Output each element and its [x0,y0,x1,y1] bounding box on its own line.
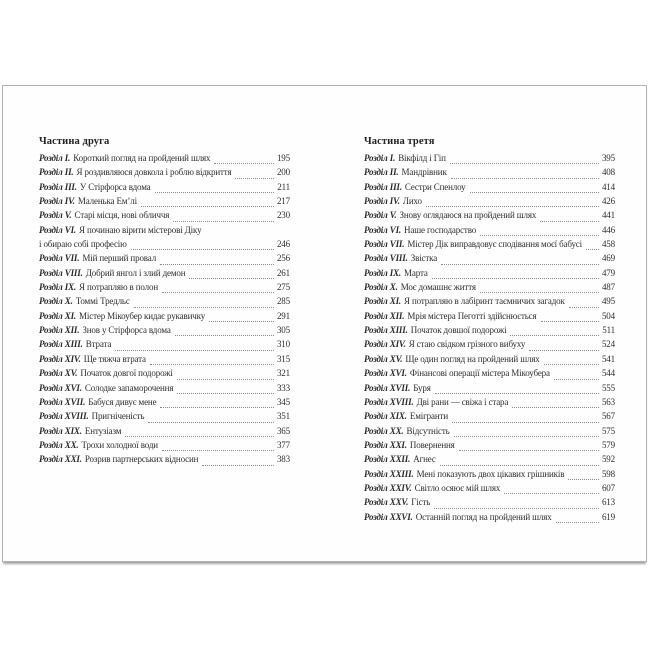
dot-leader [459,450,599,451]
page-number: 524 [601,339,615,350]
chapter-title: Світло осяює мій шлях [414,482,501,493]
toc-entry [364,325,615,339]
toc-entry [364,483,615,497]
chapter-number-label: Розділ VIII. [39,267,83,278]
dot-leader [202,465,274,466]
toc-entry [364,196,615,210]
page-number: 310 [276,339,290,350]
page-number: 321 [276,368,290,379]
toc-entry [364,397,615,411]
page-number: 345 [276,396,290,407]
chapter-title: Я починаю вірити містерові Діку [79,224,202,235]
dot-leader [541,321,599,322]
dot-leader [148,422,274,423]
dot-leader [480,235,599,236]
dot-leader [441,264,599,265]
chapter-number-label: Розділ XXIV. [364,482,412,493]
chapter-number-label: Розділ III. [39,181,77,192]
toc-entry [39,454,290,468]
page-number: 458 [601,239,615,250]
page-number: 305 [276,325,290,336]
toc-entry [39,239,290,253]
chapter-title: Маленька Ем’лі [77,196,137,207]
dot-leader [155,192,275,193]
page-number: 567 [601,411,615,422]
chapter-title: Ще тяжча втрата [83,353,146,364]
toc-entry [364,411,615,425]
chapter-number-label: Розділ XVIII. [364,396,414,407]
toc-entry [364,469,615,483]
page-number: 592 [601,454,615,465]
toc-entry [364,239,615,253]
page-number: 291 [276,310,290,321]
toc-entry [39,440,290,454]
dot-leader [160,264,274,265]
chapter-number-label: Розділ XVI. [39,382,82,393]
chapter-title: Я потрапляю в полон [79,282,158,293]
chapter-title: Ентузіазм [84,425,122,436]
chapter-title: Агнес [413,454,436,465]
chapter-title: Короткий погляд на пройдений шлях [73,153,211,163]
chapter-number-label: Розділ XVII. [39,396,86,407]
chapter-number-label: Розділ IV. [39,196,75,207]
toc-entry [39,296,290,310]
chapter-title: Початок довгої подорожі [80,368,173,379]
toc-entry [364,153,615,167]
dot-leader [131,249,274,250]
page-number: 365 [276,425,290,436]
toc-entry [364,311,615,325]
chapter-number-label: Розділ X. [39,296,73,307]
chapter-title: Гість [411,497,431,508]
dot-leader [452,422,599,423]
dot-leader [150,364,274,365]
chapter-title: Містер Дік виправдовує сподівання моєї бабусі [407,239,583,250]
toc-entry [39,383,290,397]
chapter-title: Мрія містера Пеготті здійснюється [407,310,537,321]
toc-entry [39,339,290,353]
toc-entry [364,296,615,310]
toc-entry [39,253,290,267]
dot-leader [568,479,599,480]
chapter-title: Вікфілд і Гіп [398,153,446,163]
toc-entry [364,440,615,454]
chapter-title: Солодке запаморочення [84,382,174,393]
page-number: 383 [276,454,290,465]
dot-leader [175,335,274,336]
chapter-number-label: Розділ XII. [39,325,80,336]
chapter-number-label: Розділ XIII. [39,339,83,350]
page-number: 487 [601,282,615,293]
chapter-number-label: Розділ XV. [39,368,78,379]
chapter-number-label: Розділ VI. [364,224,402,235]
page-number: 275 [276,282,290,293]
chapter-title: У Стірфорса вдома [79,181,151,192]
toc-entry [39,354,290,368]
toc-entry [39,282,290,296]
dot-leader [504,493,599,494]
toc-entry [364,210,615,224]
part-three-heading: Частина третя [364,136,435,147]
chapter-title: Бабуся дивує мене [88,396,157,407]
page-number: 504 [601,310,615,321]
toc-entry [39,268,290,282]
toc-entry [39,397,290,411]
chapter-number-label: Розділ XIV. [39,353,81,364]
dot-leader [177,379,274,380]
dot-leader [189,278,274,279]
chapter-number-label: Розділ II. [39,167,74,178]
chapter-title: Наше господарство [404,224,477,235]
chapter-number-label: Розділ XVII. [364,382,411,393]
chapter-title: Я стаю свідком грізного вибуху [408,339,526,350]
chapter-number-label: Розділ I. [39,153,71,163]
toc-entry [39,210,290,224]
page-number: 377 [276,439,290,450]
page-number: 479 [601,267,615,278]
chapter-number-label: Розділ XVI. [364,368,407,379]
dot-leader [544,364,599,365]
chapter-title: Буря [413,382,431,393]
chapter-number-label: Розділ XI. [39,310,77,321]
page-number: 246 [276,239,290,250]
page-number: 613 [601,497,615,508]
toc-entry [364,454,615,468]
chapter-number-label: Розділ IV. [364,196,400,207]
chapter-number-label: Розділ VII. [364,239,405,250]
page-number: 446 [601,224,615,235]
chapter-title: Знову оглядаюся на пройдений шлях [399,210,537,221]
chapter-title: Мій перший провал [82,253,157,264]
chapter-title: Знов у Стірфорса вдома [82,325,171,336]
toc-entry [364,512,615,526]
dot-leader [134,307,274,308]
chapter-title: Емігранти [409,411,448,422]
page-number: 414 [601,181,615,192]
chapter-number-label: Розділ XXVI. [364,511,413,522]
page-number: 575 [601,425,615,436]
page-number: 211 [277,181,290,192]
part-two-heading: Частина друга [39,136,110,147]
chapter-number-label: Розділ IX. [364,267,402,278]
chapter-title: Розрив партнерських відносин [84,454,199,465]
chapter-number-label: Розділ VII. [39,253,80,264]
dot-leader [554,379,599,380]
page-number: 607 [601,482,615,493]
chapter-title: Мандрівник [401,167,447,178]
chapter-title: Фінансові операції містера Мікоубера [409,368,550,379]
chapter-number-label: Розділ X. [364,282,398,293]
chapter-title: Мені показують двох цікавих грішників [416,468,565,479]
chapter-title: Пригніченість [91,411,145,422]
toc-entry [364,167,615,181]
toc-entry [364,268,615,282]
dot-leader [480,292,599,293]
chapter-number-label: Розділ VI. [39,224,77,235]
chapter-title: Початок довшої подорожі [410,325,507,336]
dot-leader [173,221,274,222]
page-number: 579 [601,439,615,450]
chapter-number-label: Розділ VIII. [364,253,408,264]
dot-leader [432,278,599,279]
chapter-title: Повернення [409,439,455,450]
dot-leader [556,522,599,523]
dot-leader [454,436,599,437]
toc-entry [364,182,615,196]
toc-entry [364,497,615,511]
page-number: 230 [276,210,290,221]
chapter-number-label: Розділ XIX. [364,411,407,422]
chapter-title: Дві рани — свіжа і стара [416,396,509,407]
toc-entry [364,368,615,382]
page-number: 563 [601,396,615,407]
dot-leader [440,465,599,466]
page-number: 619 [601,511,615,522]
toc-entry [364,253,615,267]
chapter-number-label: Розділ XI. [364,296,402,307]
chapter-title: Ще один погляд на пройдений шлях [405,353,540,364]
dot-leader [160,407,274,408]
toc-entry [364,354,615,368]
chapter-number-label: Розділ I. [364,153,396,163]
page-number: 217 [276,196,290,207]
chapter-number-label: Розділ V. [39,210,72,221]
dot-leader [209,321,274,322]
toc-list-part-two [39,153,290,469]
chapter-title: Томмі Тредльс [75,296,130,307]
toc-entry [364,282,615,296]
chapter-title: Моє домашнє життя [400,282,476,293]
chapter-number-label: Розділ XXIII. [364,468,414,479]
chapter-number-label: Розділ II. [364,167,399,178]
page-number: 256 [276,253,290,264]
page-number: 469 [601,253,615,264]
dot-leader [510,335,599,336]
page-number: 555 [601,382,615,393]
chapter-number-label: Розділ XII. [364,310,405,321]
dot-leader [162,450,274,451]
dot-leader [569,307,599,308]
dot-leader [115,350,274,351]
toc-entry [39,196,290,210]
book-page [2,85,647,562]
toc-entry [364,383,615,397]
toc-entry [39,182,290,196]
chapter-title: Містер Мікоубер кидає рукавичку [79,310,206,321]
toc-column-part-two [39,135,290,469]
dot-leader [177,393,274,394]
page-number: 285 [276,296,290,307]
toc-entry [39,426,290,440]
chapter-number-label: Розділ XX. [364,425,404,436]
dot-leader [434,508,599,509]
page-number: 395 [601,153,615,163]
dot-leader [125,436,274,437]
toc-entry [39,325,290,339]
chapter-title: Лихо [402,196,422,207]
chapter-number-label: Розділ XXI. [364,439,407,450]
chapter-number-label: Розділ XXV. [364,497,409,508]
dot-leader [235,178,273,179]
chapter-number-label: Розділ XIV. [364,339,406,350]
dot-leader [512,407,599,408]
chapter-number-label: Розділ XV. [364,353,403,364]
toc-entry [364,426,615,440]
chapter-title: Я потрапляю в лабіринт таємничих загадок [404,296,565,307]
page-number: 195 [276,153,290,163]
chapter-title: Звістка [410,253,438,264]
chapter-title: і обираю собі професію [39,239,127,250]
toc-entry [39,311,290,325]
page-number: 495 [601,296,615,307]
dot-leader [470,192,599,193]
toc-list-part-three [364,153,615,526]
chapter-title: Старі місця, нові обличчя [74,210,170,221]
page-number: 351 [276,411,290,422]
chapter-title: Відсутність [406,425,450,436]
dot-leader [450,163,599,164]
toc-entry [364,225,615,239]
page-number: 598 [601,468,615,479]
chapter-title: Я роздивляюся довкола і роблю відкриття [76,167,232,178]
page-number: 333 [276,382,290,393]
chapter-title: Останній погляд на пройдений шлях [415,511,552,522]
chapter-title: Втрата [85,339,112,350]
dot-leader [586,249,599,250]
chapter-number-label: Розділ III. [364,181,402,192]
chapter-number-label: Розділ XVIII. [39,411,89,422]
page-number: 261 [276,267,290,278]
page-number: 511 [602,325,615,336]
page-number: 408 [601,167,615,178]
dot-leader [435,393,599,394]
chapter-number-label: Розділ XIII. [364,325,408,336]
page-number: 426 [601,196,615,207]
dot-leader [540,221,599,222]
chapter-number-label: Розділ XX. [39,439,79,450]
chapter-title: Марта [404,267,428,278]
toc-entry [39,411,290,425]
chapter-number-label: Розділ V. [364,210,397,221]
page-number: 441 [601,210,615,221]
chapter-number-label: Розділ IX. [39,282,77,293]
toc-entry [39,368,290,382]
toc-entry [39,225,290,239]
chapter-title: Сестри Спенлоу [404,181,466,192]
dot-leader [214,163,274,164]
chapter-number-label: Розділ XIX. [39,425,82,436]
page-number: 315 [276,353,290,364]
page-number: 544 [601,368,615,379]
page-number: 200 [276,167,290,178]
chapter-number-label: Розділ XXI. [39,454,82,465]
chapter-number-label: Розділ XXII. [364,454,411,465]
toc-column-part-three [364,135,615,526]
toc-entry [39,153,290,167]
toc-entry [39,167,290,181]
dot-leader [141,206,274,207]
dot-leader [162,292,274,293]
toc-entry [364,339,615,353]
page-number: 541 [601,353,615,364]
chapter-title: Трохи холодної води [81,439,158,450]
dot-leader [529,350,599,351]
chapter-title: Добрий янгол і злий демон [85,267,186,278]
dot-leader [426,206,599,207]
dot-leader [451,178,599,179]
